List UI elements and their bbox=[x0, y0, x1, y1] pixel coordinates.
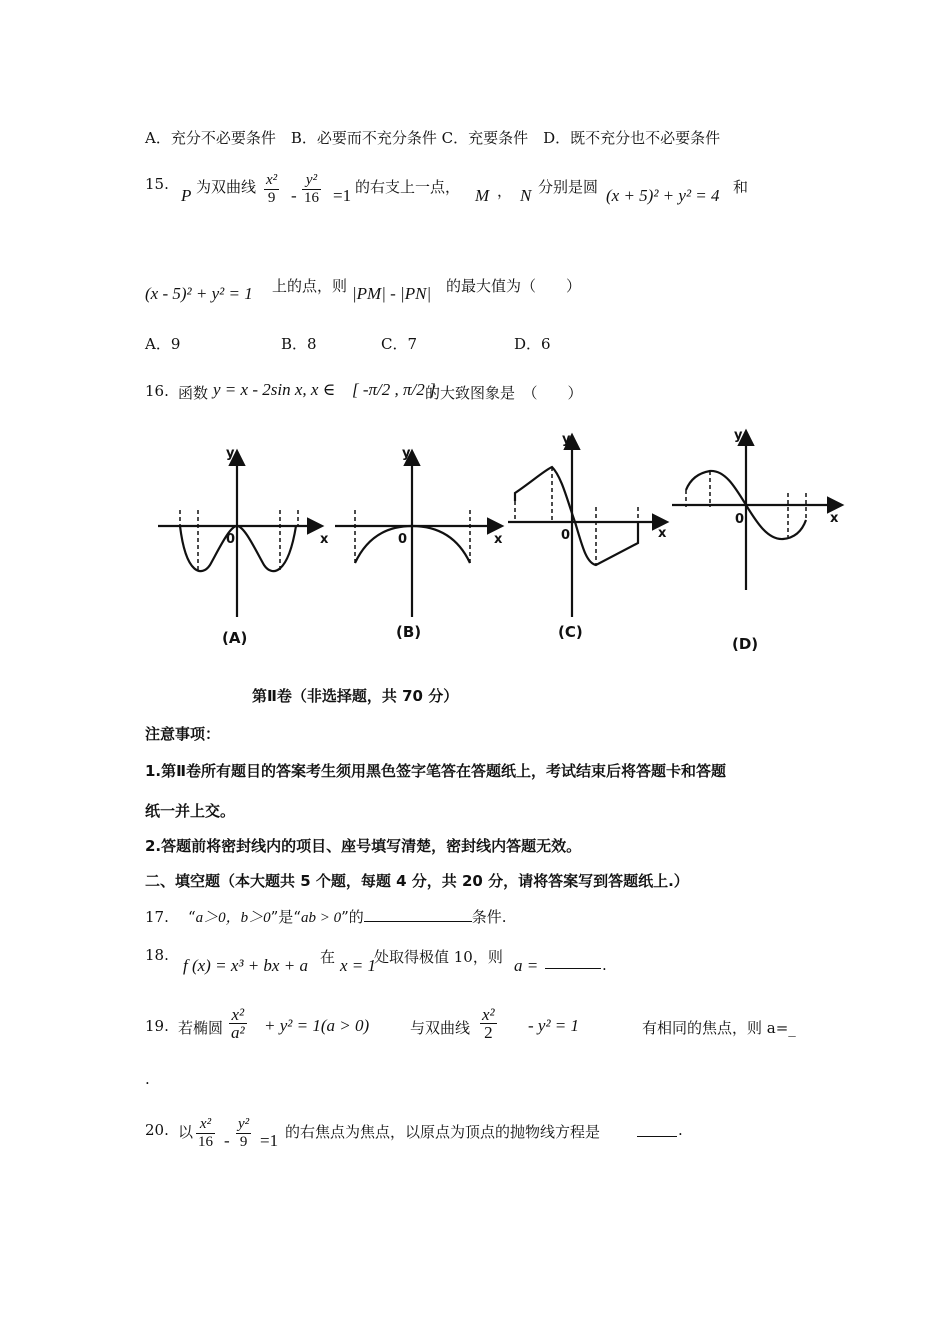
q15-point-p: P bbox=[181, 186, 192, 205]
q16-graphs bbox=[150, 425, 850, 660]
q20-answer-blank[interactable] bbox=[637, 1122, 677, 1141]
q15-point-m: M bbox=[475, 186, 490, 205]
graph-c-y-label: y bbox=[562, 432, 571, 447]
q18-function: f (x) = x³ + bx + a bbox=[183, 956, 308, 975]
q15-option-a: A．9 bbox=[145, 335, 181, 353]
graph-c-x-label: x bbox=[658, 526, 667, 541]
q15-text-4: 和 bbox=[733, 178, 749, 196]
q14-options: A．充分不必要条件 B．必要而不充分条件 C．充要条件 D．既不充分也不必要条件 bbox=[145, 129, 721, 147]
q20-g-den: 9 bbox=[239, 1134, 248, 1150]
q15-abs-diff: |PM| - |PN| bbox=[352, 284, 432, 303]
q15-circle-1: (x + 5)² + y² = 4 bbox=[606, 186, 720, 205]
q15-text-5: 上的点，则 bbox=[272, 277, 348, 295]
q15-circle-2: (x - 5)² + y² = 1 bbox=[145, 284, 253, 303]
graph-b-origin: 0 bbox=[398, 532, 408, 547]
q15-option-d: D．6 bbox=[514, 335, 551, 353]
graph-d-label: (D) bbox=[732, 635, 759, 653]
graph-b-x-label: x bbox=[494, 532, 503, 547]
q19-text-1: 若椭圆 bbox=[178, 1019, 224, 1037]
q18-end: . bbox=[602, 956, 607, 974]
graph-c bbox=[508, 437, 665, 617]
q19-hyp-den: 2 bbox=[484, 1023, 493, 1042]
q17-number: 17. bbox=[145, 908, 169, 926]
q20-fraction-x bbox=[196, 1116, 215, 1151]
graph-a bbox=[158, 453, 320, 617]
q16-interval: [ -π/2 , π/2 ] bbox=[352, 380, 436, 399]
q15-option-c: C．7 bbox=[381, 335, 418, 353]
graph-c-origin: 0 bbox=[561, 528, 571, 543]
graph-a-origin: 0 bbox=[226, 532, 236, 547]
note-1b: 纸一并上交。 bbox=[145, 802, 236, 820]
q19-hyperbola-rest: - y² = 1 bbox=[528, 1016, 580, 1035]
q15-text-6: 的最大值为（ ） bbox=[446, 277, 582, 295]
q19-text-2: 与双曲线 bbox=[410, 1019, 471, 1037]
graph-b-y-label: y bbox=[402, 446, 411, 461]
note-2: 2.答题前将密封线内的项目、座号填写清楚，密封线内答题无效。 bbox=[145, 837, 582, 855]
q15-number: 15. bbox=[145, 175, 169, 193]
q20-minus: - bbox=[224, 1131, 230, 1150]
q19-hyperbola-fraction bbox=[480, 1006, 497, 1041]
graph-a-label: (A) bbox=[222, 629, 248, 647]
q19-ellipse-fraction bbox=[229, 1006, 247, 1041]
q19-dot: . bbox=[145, 1070, 150, 1088]
q15-minus: - bbox=[291, 186, 297, 205]
q16-function: y = x - 2sin x, x ∈ bbox=[213, 380, 336, 399]
q15-frac1-num: x² bbox=[266, 172, 278, 188]
q17-product: ab > 0 bbox=[300, 910, 342, 926]
q15-frac2-den: 16 bbox=[304, 190, 319, 206]
graph-d bbox=[672, 433, 840, 590]
q17-text-1: “ bbox=[187, 908, 196, 926]
q19-ellipse-num: x² bbox=[229, 1006, 247, 1024]
q19-ellipse-rest: + y² = 1(a > 0) bbox=[264, 1016, 370, 1035]
q19-text-3: 有相同的焦点，则 a=_ bbox=[642, 1019, 796, 1037]
graph-d-y-label: y bbox=[734, 428, 743, 443]
q17-answer-blank[interactable] bbox=[364, 907, 472, 922]
q18-text-2: 处取得极值 10，则 bbox=[374, 948, 503, 966]
q20-fraction-y bbox=[236, 1116, 251, 1151]
q20-f-den: 16 bbox=[198, 1134, 213, 1150]
q19-number: 19. bbox=[145, 1017, 169, 1035]
q17-line bbox=[145, 906, 507, 927]
section-2-heading: 二、填空题（本大题共 5 个题，每题 4 分，共 20 分，请将答案写到答题纸上.） bbox=[145, 872, 689, 890]
q20-end: . bbox=[678, 1121, 683, 1139]
q17-text-4: 条件. bbox=[471, 908, 507, 926]
graph-b bbox=[335, 453, 500, 617]
q17-text-3: ”的 bbox=[341, 908, 364, 926]
q19-hyp-num: x² bbox=[482, 1005, 495, 1024]
q18-ask: a = bbox=[514, 956, 539, 975]
q19-ellipse-den: a² bbox=[231, 1023, 245, 1042]
q17-condition: a＞0，b＞0 bbox=[195, 910, 271, 926]
part2-title: 第Ⅱ卷（非选择题，共 70 分） bbox=[252, 687, 459, 705]
q15-text-2: 的右支上一点， bbox=[355, 178, 461, 196]
q20-g-num: y² bbox=[238, 1116, 250, 1132]
q16-text-2: 的大致图象是 （ ） bbox=[425, 384, 583, 402]
q15-equals-1: =1 bbox=[333, 186, 352, 205]
graph-b-label: (B) bbox=[396, 623, 422, 641]
q18-number: 18. bbox=[145, 946, 169, 964]
q20-text-1: 以 bbox=[178, 1123, 194, 1141]
q20-number: 20. bbox=[145, 1121, 169, 1139]
q18-text-1: 在 bbox=[320, 948, 336, 966]
graph-a-x-label: x bbox=[320, 532, 329, 547]
q16-text-1: 函数 bbox=[178, 384, 209, 402]
q15-point-n: N bbox=[520, 186, 532, 205]
q15-comma: ， bbox=[497, 182, 513, 200]
q15-option-b: B．8 bbox=[281, 335, 317, 353]
q15-frac2-num: y² bbox=[302, 172, 321, 190]
graph-a-y-label: y bbox=[226, 446, 235, 461]
q16-number: 16. bbox=[145, 382, 169, 400]
q17-text-2: ”是“ bbox=[270, 908, 301, 926]
graph-c-label: (C) bbox=[558, 623, 583, 641]
q18-point: x = 1 bbox=[340, 956, 377, 975]
q15-fraction-x bbox=[264, 172, 279, 207]
q15-text-3: 分别是圆 bbox=[538, 178, 599, 196]
q20-f-num: x² bbox=[196, 1116, 215, 1134]
graph-d-origin: 0 bbox=[735, 512, 745, 527]
q18-answer-blank[interactable] bbox=[545, 954, 601, 973]
q15-fraction-y bbox=[302, 172, 321, 207]
q20-text-2: 的右焦点为焦点，以原点为顶点的抛物线方程是 bbox=[285, 1123, 601, 1141]
note-1a: 1.第Ⅱ卷所有题目的答案考生须用黑色签字笔答在答题纸上，考试结束后将答题卡和答题 bbox=[145, 762, 727, 780]
notes-title: 注意事项： bbox=[145, 725, 221, 743]
q20-equals: =1 bbox=[260, 1131, 279, 1150]
q15-text-1: 为双曲线 bbox=[196, 178, 257, 196]
q15-frac1-den: 9 bbox=[267, 190, 276, 206]
graph-d-x-label: x bbox=[830, 511, 839, 526]
